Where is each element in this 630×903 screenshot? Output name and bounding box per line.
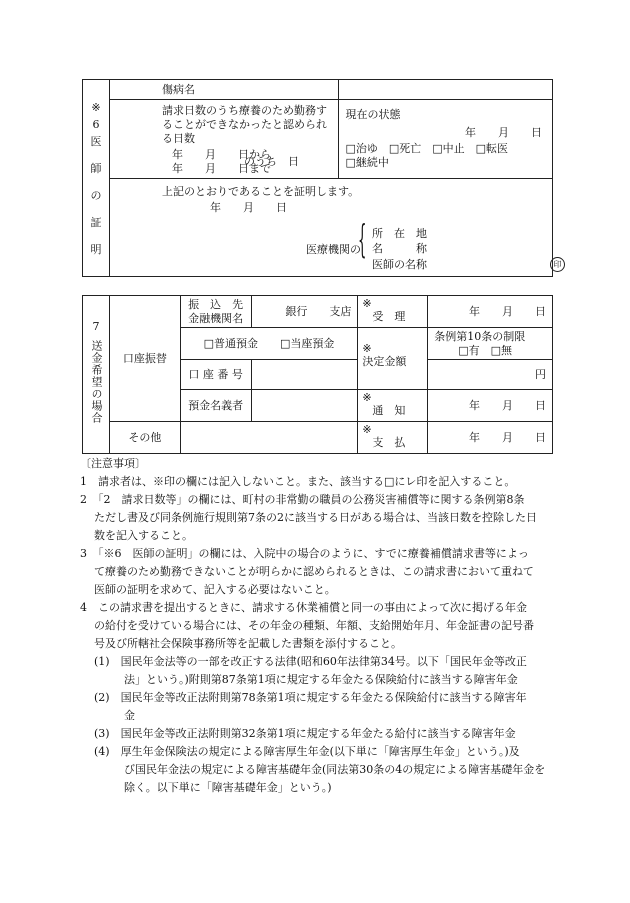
- sec6-side-label: [83, 80, 110, 277]
- certify-text: 上記のとおりであることを証明します。: [161, 185, 360, 198]
- payment-cell: [358, 422, 428, 454]
- note-1: 1 請求者は、※印の欄には記入しないこと。また、該当する□にレ印を記入すること。: [80, 475, 516, 488]
- note-2: 2 「2 請求日数等」の欄には、町村の非常勤の職員の公務災害補償等に関する条例第8条: [80, 493, 525, 506]
- other-value[interactable]: [180, 422, 358, 454]
- notice-cell: [358, 390, 428, 422]
- sec6-mark: ※: [91, 100, 101, 114]
- account-transfer-label: 口座振替: [109, 296, 180, 422]
- days-within[interactable]: のうち 日: [243, 155, 299, 168]
- decision-cell: [358, 328, 428, 390]
- note-4-item-4: (4) 厚生年金保険法の規定による障害厚生年金(以下単に「障害厚生年金」という。)及: [94, 745, 520, 758]
- receipt-cell: [358, 296, 428, 328]
- limit-cell: [428, 328, 553, 360]
- note-4-item-4-cont: び国民年金法の規定による障害基礎年金(同法第30条の4の規定による障害基礎年金を: [124, 763, 546, 776]
- from-date[interactable]: 年 月 日から: [171, 148, 271, 161]
- brace: {: [357, 217, 367, 261]
- note-4-item-4-cont: 除く。以下単に「障害基礎年金」という。): [124, 781, 332, 794]
- other-label: その他: [109, 422, 180, 454]
- payment-mark: ※: [362, 423, 372, 436]
- sec6-char: 医: [90, 134, 102, 148]
- decision-mark: ※: [362, 342, 372, 355]
- note-4-item-2-cont: 金: [124, 709, 135, 722]
- notice-label: 通 知: [372, 404, 406, 417]
- bank-value[interactable]: 銀行 支店: [251, 296, 358, 328]
- note-2-cont: ただし書及び同条例施行規則第7条の2に該当する日がある場合は、当該日数を控除した日: [94, 511, 537, 524]
- sec6-char: 明: [90, 242, 102, 256]
- sec6-char: 師: [90, 161, 102, 175]
- note-3-cont: て療養のため勤務できないことが明らかに認められるときは、この請求書において重ねて: [94, 565, 534, 578]
- status-continuing[interactable]: □継続中: [345, 156, 389, 169]
- account-number-label: 口 座 番 号: [180, 360, 251, 390]
- note-4-cont: の給付を受けている場合には、その年金の種類、年額、支給開始年月、年金証書の記号番: [94, 619, 534, 632]
- note-4-item-1-cont: 法」という。)附則第87条第1項に規定する年金たる保険給付に該当する障害年金: [124, 673, 518, 686]
- doctor-name[interactable]: 医師の名称: [371, 258, 427, 271]
- certify-cell: [109, 179, 562, 277]
- receipt-label: 受 理: [372, 310, 406, 323]
- limit-label: 条例第10条の制限: [434, 329, 526, 343]
- decision-label: 決定金額: [362, 355, 407, 368]
- status-options[interactable]: □治ゆ □死亡 □中止 □転医: [345, 142, 509, 155]
- work-days-cell: [109, 100, 339, 179]
- disease-label: 傷病名: [109, 80, 339, 100]
- sec7-side-label: [83, 296, 110, 454]
- bank-label: 振 込 先 金融機関名: [180, 296, 251, 328]
- note-4: 4 この請求書を提出するときに、請求する休業補償と同一の事由によって次に掲げる年金: [80, 601, 527, 614]
- remittance-table: [82, 295, 553, 454]
- receipt-date[interactable]: 年 月 日: [428, 296, 553, 328]
- status-date[interactable]: 年 月 日: [465, 126, 542, 139]
- institution-name[interactable]: 名 称: [371, 242, 427, 255]
- payment-date[interactable]: 年 月 日: [428, 422, 553, 454]
- payment-label: 支 払: [372, 436, 406, 449]
- sec6-char: の: [90, 188, 102, 202]
- decision-amount[interactable]: 円: [428, 360, 553, 390]
- note-4-item-3: (3) 国民年金等改正法附則第32条第1項に規定する年金たる給付に該当する障害年金: [94, 727, 516, 740]
- note-4-item-2: (2) 国民年金等改正法附則第78条第1項に規定する年金たる保険給付に該当する障害年: [94, 691, 527, 704]
- notice-date[interactable]: 年 月 日: [428, 390, 553, 422]
- doctor-certificate-table: [82, 79, 562, 277]
- note-4-item-1: (1) 国民年金法等の一部を改正する法律(昭和60年法律第34号。以下「国民年金等改正: [94, 655, 527, 668]
- status-cell: [339, 100, 553, 179]
- sec7-title: 送金希望の場合: [89, 339, 103, 424]
- receipt-mark: ※: [362, 297, 372, 310]
- disease-value[interactable]: [339, 80, 553, 100]
- sec6-char: 証: [90, 215, 102, 229]
- deposit-type[interactable]: □普通預金 □当座預金: [180, 328, 358, 360]
- account-holder-label: 預金名義者: [180, 390, 251, 422]
- certify-date[interactable]: 年 月 日: [209, 201, 287, 214]
- seal-icon: 印: [550, 257, 565, 272]
- note-2-cont: 数を記入すること。: [94, 529, 193, 542]
- institution-label: 医療機関の: [305, 243, 361, 256]
- account-holder-value[interactable]: [251, 390, 358, 422]
- institution-address[interactable]: 所 在 地: [371, 227, 427, 240]
- status-label: 現在の状態: [345, 108, 401, 121]
- notice-mark: ※: [362, 391, 372, 404]
- note-4-cont: 号及び所轄社会保険事務所等を記載した書類を添付すること。: [94, 637, 402, 650]
- notes-section: [80, 455, 560, 797]
- note-3: 3 「※6 医師の証明」の欄には、入院中の場合のように、すでに療養補償請求書等によっ: [80, 547, 529, 560]
- to-date[interactable]: 年 月 日まで: [171, 162, 271, 175]
- sec6-number: 6: [92, 117, 100, 131]
- work-days-label: 請求日数のうち療養のため勤務することができなかったと認められる日数: [161, 104, 327, 145]
- account-number-value[interactable]: [251, 360, 358, 390]
- note-3-cont: 医師の証明を求めて、記入する必要はないこと。: [94, 583, 336, 596]
- limit-options[interactable]: □有 □無: [458, 343, 512, 357]
- sec7-number: 7: [92, 319, 100, 333]
- notes-heading: 〔注意事項〕: [80, 457, 146, 470]
